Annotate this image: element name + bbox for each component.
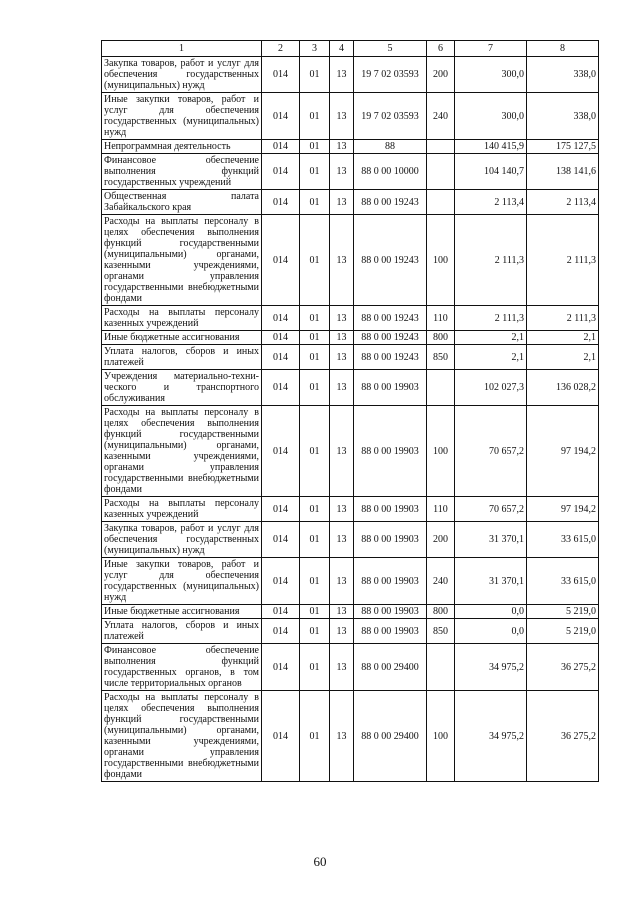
amount-year1-cell: 2 113,4 [455,190,527,215]
subsection-code-cell: 13 [330,605,354,619]
subsection-code-cell: 13 [330,154,354,190]
expense-type-cell: 110 [427,497,455,522]
target-article-cell: 88 0 00 19243 [354,215,427,306]
header-cell: 5 [354,41,427,57]
amount-year1-cell: 0,0 [455,619,527,644]
ministry-code-cell: 014 [262,331,300,345]
ministry-code-cell: 014 [262,370,300,406]
ministry-code-cell: 014 [262,644,300,691]
amount-year1-cell: 2 111,3 [455,215,527,306]
table-row [102,215,599,306]
section-code-cell: 01 [300,190,330,215]
expense-name-cell: Закупка товаров, работ и услуг для обеспечения государственных (муниципальных) нужд [102,57,262,93]
table-row [102,57,599,93]
subsection-code-cell: 13 [330,619,354,644]
amount-year2-cell: 33 615,0 [527,558,599,605]
expense-name-cell: Расходы на выплаты персоналу казенных учреждений [102,497,262,522]
amount-year1-cell: 140 415,9 [455,140,527,154]
table-row [102,331,599,345]
expense-name-cell: Расходы на выплаты персоналу казенных учреждений [102,306,262,331]
target-article-cell: 88 0 00 19243 [354,345,427,370]
header-cell: 1 [102,41,262,57]
section-code-cell: 01 [300,345,330,370]
amount-year1-cell: 0,0 [455,605,527,619]
subsection-code-cell: 13 [330,497,354,522]
amount-year2-cell: 136 028,2 [527,370,599,406]
section-code-cell: 01 [300,522,330,558]
target-article-cell: 88 0 00 29400 [354,691,427,782]
target-article-cell: 19 7 02 03593 [354,57,427,93]
target-article-cell: 88 [354,140,427,154]
section-code-cell: 01 [300,605,330,619]
table-row [102,619,599,644]
section-code-cell: 01 [300,558,330,605]
ministry-code-cell: 014 [262,345,300,370]
subsection-code-cell: 13 [330,644,354,691]
expense-type-cell: 800 [427,331,455,345]
expense-name-cell: Расходы на выплаты персоналу в целях обеспечения выполнения функций государственными (муниципальными) органами, казенными учреждениями, органами управления государственными внебюджетными фондами [102,691,262,782]
table-row [102,522,599,558]
expense-type-cell [427,154,455,190]
table-row [102,306,599,331]
section-code-cell: 01 [300,331,330,345]
expense-name-cell: Расходы на выплаты персоналу в целях обеспечения выполнения функций государственными (муниципальными) органами, казенными учреждениями, органами управления государственными внебюджетными фондами [102,406,262,497]
amount-year2-cell: 36 275,2 [527,644,599,691]
expense-name-cell: Общественная палата Забайкальского края [102,190,262,215]
header-cell: 2 [262,41,300,57]
amount-year2-cell: 2 111,3 [527,306,599,331]
target-article-cell: 88 0 00 10000 [354,154,427,190]
expense-type-cell [427,140,455,154]
amount-year1-cell: 34 975,2 [455,644,527,691]
section-code-cell: 01 [300,497,330,522]
table-row [102,93,599,140]
subsection-code-cell: 13 [330,345,354,370]
section-code-cell: 01 [300,370,330,406]
table-row [102,190,599,215]
target-article-cell: 88 0 00 19243 [354,331,427,345]
ministry-code-cell: 014 [262,497,300,522]
header-row [102,41,599,57]
section-code-cell: 01 [300,306,330,331]
target-article-cell: 88 0 00 19903 [354,605,427,619]
header-cell: 7 [455,41,527,57]
expense-name-cell: Иные закупки товаров, работ и услуг для обеспечения государственных (муниципальных) нужд [102,558,262,605]
section-code-cell: 01 [300,691,330,782]
subsection-code-cell: 13 [330,57,354,93]
ministry-code-cell: 014 [262,691,300,782]
amount-year2-cell: 5 219,0 [527,619,599,644]
section-code-cell: 01 [300,154,330,190]
expense-name-cell: Иные закупки товаров, работ и услуг для обеспечения государственных (муниципальных) нужд [102,93,262,140]
expense-type-cell: 240 [427,93,455,140]
subsection-code-cell: 13 [330,406,354,497]
ministry-code-cell: 014 [262,154,300,190]
table-body [102,57,599,782]
ministry-code-cell: 014 [262,140,300,154]
expense-name-cell: Финансовое обеспечение выполнения функций государственных учреждений [102,154,262,190]
target-article-cell: 88 0 00 29400 [354,644,427,691]
amount-year2-cell: 2,1 [527,331,599,345]
expense-type-cell: 110 [427,306,455,331]
ministry-code-cell: 014 [262,306,300,331]
table-row [102,497,599,522]
ministry-code-cell: 014 [262,558,300,605]
expense-type-cell [427,644,455,691]
amount-year1-cell: 102 027,3 [455,370,527,406]
expense-type-cell: 200 [427,57,455,93]
amount-year1-cell: 2 111,3 [455,306,527,331]
amount-year2-cell: 97 194,2 [527,497,599,522]
ministry-code-cell: 014 [262,619,300,644]
expense-type-cell [427,190,455,215]
expense-name-cell: Учреждения материально-техни-ческого и транспортного обслуживания [102,370,262,406]
amount-year1-cell: 2,1 [455,345,527,370]
amount-year2-cell: 36 275,2 [527,691,599,782]
subsection-code-cell: 13 [330,558,354,605]
amount-year1-cell: 300,0 [455,93,527,140]
ministry-code-cell: 014 [262,522,300,558]
section-code-cell: 01 [300,406,330,497]
expense-type-cell [427,370,455,406]
expense-type-cell: 100 [427,691,455,782]
table-row [102,691,599,782]
expense-type-cell: 240 [427,558,455,605]
expense-type-cell: 850 [427,619,455,644]
subsection-code-cell: 13 [330,370,354,406]
table-row [102,605,599,619]
subsection-code-cell: 13 [330,691,354,782]
table-row [102,370,599,406]
header-cell: 8 [527,41,599,57]
ministry-code-cell: 014 [262,190,300,215]
header-cell: 4 [330,41,354,57]
expense-type-cell: 800 [427,605,455,619]
ministry-code-cell: 014 [262,57,300,93]
subsection-code-cell: 13 [330,331,354,345]
amount-year2-cell: 2 113,4 [527,190,599,215]
budget-table [101,40,599,782]
expense-name-cell: Финансовое обеспечение выполнения функций государственных органов, в том числе территориальных органов [102,644,262,691]
amount-year1-cell: 70 657,2 [455,406,527,497]
subsection-code-cell: 13 [330,215,354,306]
amount-year2-cell: 138 141,6 [527,154,599,190]
subsection-code-cell: 13 [330,190,354,215]
amount-year2-cell: 338,0 [527,57,599,93]
target-article-cell: 88 0 00 19903 [354,522,427,558]
amount-year2-cell: 33 615,0 [527,522,599,558]
target-article-cell: 88 0 00 19903 [354,406,427,497]
table-row [102,140,599,154]
amount-year2-cell: 2,1 [527,345,599,370]
expense-type-cell: 200 [427,522,455,558]
target-article-cell: 88 0 00 19243 [354,190,427,215]
target-article-cell: 88 0 00 19903 [354,497,427,522]
target-article-cell: 19 7 02 03593 [354,93,427,140]
amount-year1-cell: 31 370,1 [455,522,527,558]
expense-type-cell: 850 [427,345,455,370]
ministry-code-cell: 014 [262,406,300,497]
expense-name-cell: Уплата налогов, сборов и иных платежей [102,345,262,370]
target-article-cell: 88 0 00 19903 [354,558,427,605]
budget-table-container [101,40,598,782]
expense-type-cell: 100 [427,406,455,497]
expense-name-cell: Непрограммная деятельность [102,140,262,154]
amount-year1-cell: 70 657,2 [455,497,527,522]
header-cell: 3 [300,41,330,57]
section-code-cell: 01 [300,215,330,306]
section-code-cell: 01 [300,644,330,691]
expense-type-cell: 100 [427,215,455,306]
table-row [102,558,599,605]
amount-year1-cell: 104 140,7 [455,154,527,190]
table-row [102,154,599,190]
subsection-code-cell: 13 [330,140,354,154]
amount-year1-cell: 300,0 [455,57,527,93]
table-row [102,406,599,497]
target-article-cell: 88 0 00 19903 [354,619,427,644]
amount-year2-cell: 338,0 [527,93,599,140]
header-cell: 6 [427,41,455,57]
amount-year2-cell: 5 219,0 [527,605,599,619]
amount-year1-cell: 31 370,1 [455,558,527,605]
target-article-cell: 88 0 00 19903 [354,370,427,406]
subsection-code-cell: 13 [330,93,354,140]
ministry-code-cell: 014 [262,605,300,619]
target-article-cell: 88 0 00 19243 [354,306,427,331]
section-code-cell: 01 [300,140,330,154]
section-code-cell: 01 [300,93,330,140]
section-code-cell: 01 [300,619,330,644]
subsection-code-cell: 13 [330,522,354,558]
amount-year1-cell: 2,1 [455,331,527,345]
expense-name-cell: Иные бюджетные ассигнования [102,605,262,619]
table-row [102,345,599,370]
ministry-code-cell: 014 [262,215,300,306]
expense-name-cell: Расходы на выплаты персоналу в целях обеспечения выполнения функций государственными (муниципальными) органами, казенными учреждениями, органами управления государственными внебюджетными фондами [102,215,262,306]
ministry-code-cell: 014 [262,93,300,140]
amount-year2-cell: 175 127,5 [527,140,599,154]
section-code-cell: 01 [300,57,330,93]
page-number: 60 [313,854,327,869]
expense-name-cell: Иные бюджетные ассигнования [102,331,262,345]
subsection-code-cell: 13 [330,306,354,331]
amount-year2-cell: 2 111,3 [527,215,599,306]
amount-year2-cell: 97 194,2 [527,406,599,497]
amount-year1-cell: 34 975,2 [455,691,527,782]
table-row [102,644,599,691]
expense-name-cell: Уплата налогов, сборов и иных платежей [102,619,262,644]
expense-name-cell: Закупка товаров, работ и услуг для обеспечения государственных (муниципальных) нужд [102,522,262,558]
